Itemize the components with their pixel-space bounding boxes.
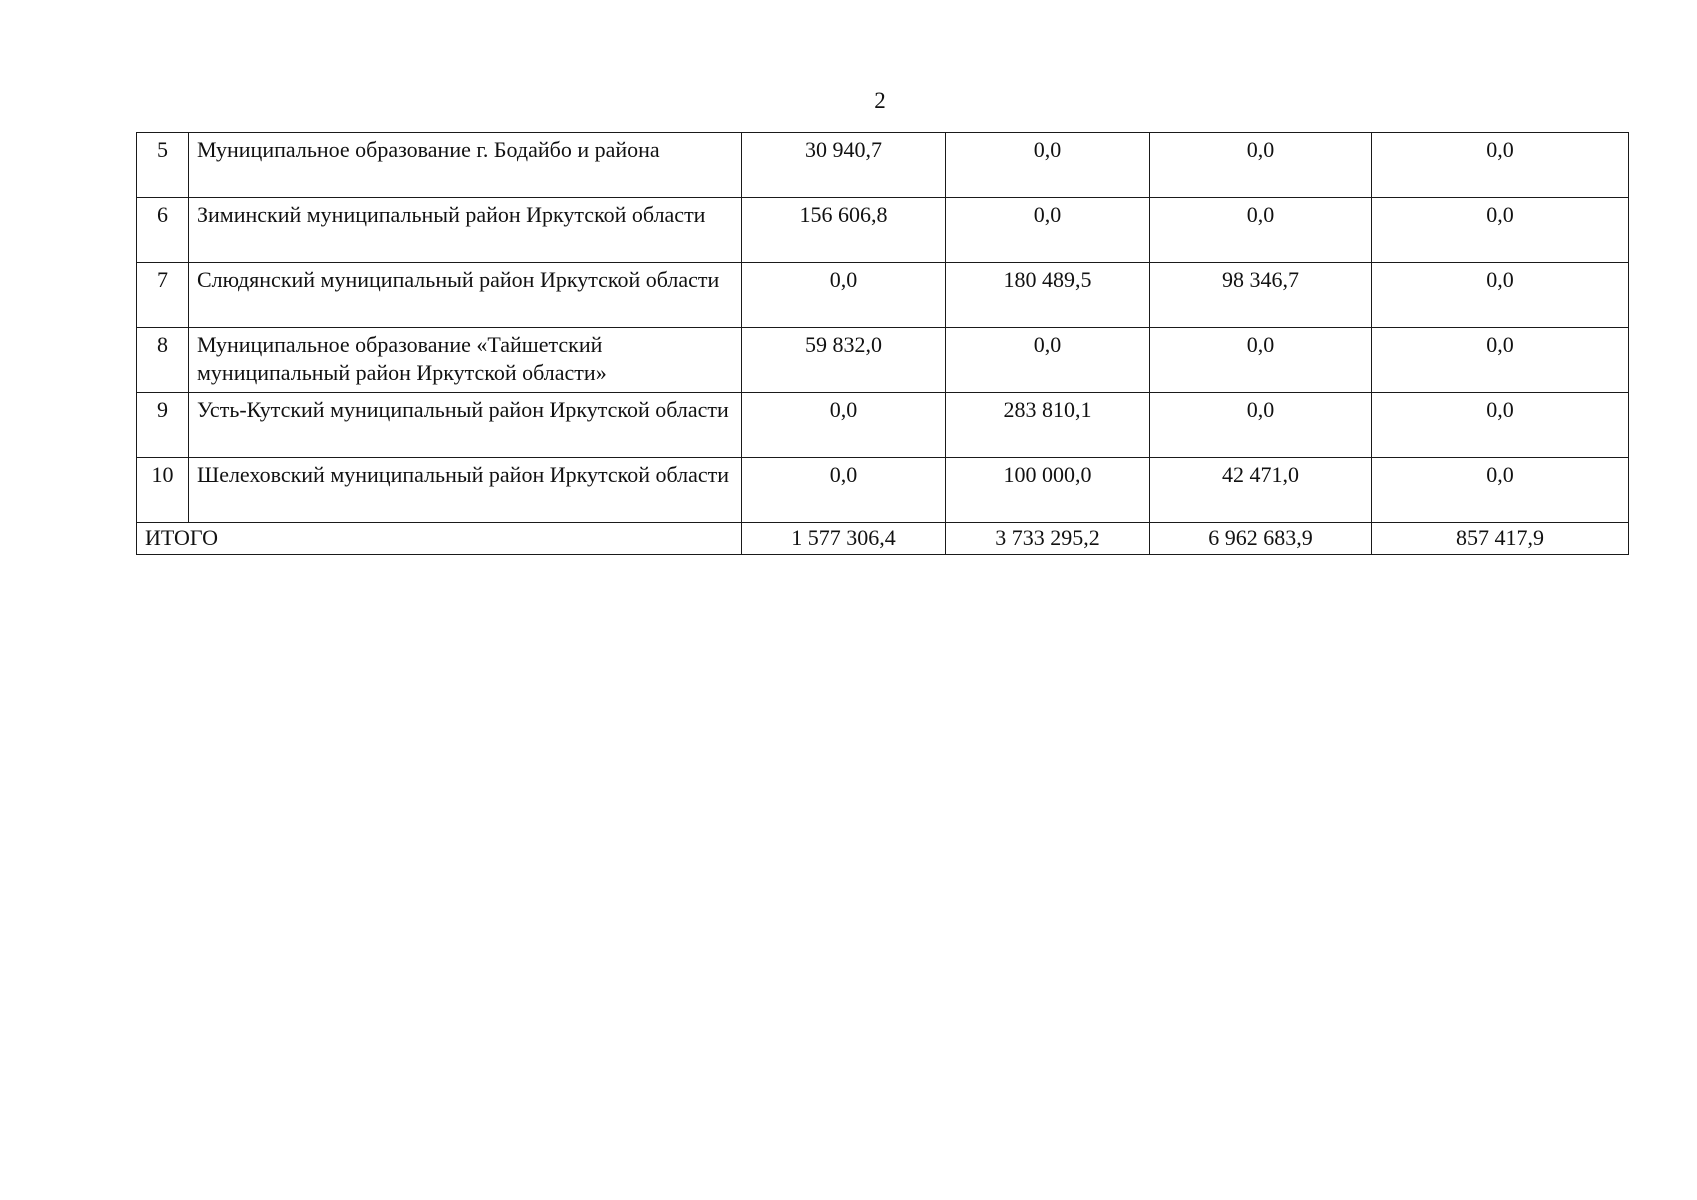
value-col-1: 156 606,8 [742, 198, 946, 263]
total-col-3: 6 962 683,9 [1150, 523, 1372, 555]
table-row [137, 263, 1629, 328]
table-row [137, 458, 1629, 523]
value-col-4: 0,0 [1372, 133, 1629, 198]
value-col-2: 100 000,0 [946, 458, 1150, 523]
row-number: 9 [137, 393, 189, 458]
value-col-3: 98 346,7 [1150, 263, 1372, 328]
municipality-name: Зиминский муниципальный район Иркутской области [189, 198, 742, 263]
value-col-4: 0,0 [1372, 393, 1629, 458]
value-col-1: 30 940,7 [742, 133, 946, 198]
value-col-3: 42 471,0 [1150, 458, 1372, 523]
value-col-2: 180 489,5 [946, 263, 1150, 328]
value-col-1: 0,0 [742, 393, 946, 458]
municipality-name: Муниципальное образование г. Бодайбо и района [189, 133, 742, 198]
value-col-2: 0,0 [946, 328, 1150, 393]
municipality-name: Шелеховский муниципальный район Иркутской области [189, 458, 742, 523]
value-col-2: 0,0 [946, 198, 1150, 263]
value-col-1: 0,0 [742, 458, 946, 523]
value-col-3: 0,0 [1150, 133, 1372, 198]
row-number: 8 [137, 328, 189, 393]
value-col-4: 0,0 [1372, 458, 1629, 523]
value-col-4: 0,0 [1372, 198, 1629, 263]
total-col-4: 857 417,9 [1372, 523, 1629, 555]
value-col-4: 0,0 [1372, 328, 1629, 393]
row-number: 7 [137, 263, 189, 328]
value-col-4: 0,0 [1372, 263, 1629, 328]
total-col-1: 1 577 306,4 [742, 523, 946, 555]
table-row [137, 328, 1629, 393]
municipality-name: Муниципальное образование «Тайшетский муниципальный район Иркутской области» [189, 328, 742, 393]
table-row [137, 198, 1629, 263]
municipality-name: Усть-Кутский муниципальный район Иркутской области [189, 393, 742, 458]
value-col-2: 0,0 [946, 133, 1150, 198]
table-row [137, 133, 1629, 198]
value-col-3: 0,0 [1150, 328, 1372, 393]
row-number: 5 [137, 133, 189, 198]
allocation-table [136, 132, 1629, 555]
total-label: ИТОГО [137, 523, 742, 555]
municipality-name: Слюдянский муниципальный район Иркутской области [189, 263, 742, 328]
value-col-2: 283 810,1 [946, 393, 1150, 458]
value-col-3: 0,0 [1150, 393, 1372, 458]
row-number: 10 [137, 458, 189, 523]
page-number: 2 [874, 88, 886, 113]
table-row [137, 393, 1629, 458]
row-number: 6 [137, 198, 189, 263]
value-col-1: 0,0 [742, 263, 946, 328]
value-col-1: 59 832,0 [742, 328, 946, 393]
total-col-2: 3 733 295,2 [946, 523, 1150, 555]
value-col-3: 0,0 [1150, 198, 1372, 263]
total-row [137, 523, 1629, 555]
